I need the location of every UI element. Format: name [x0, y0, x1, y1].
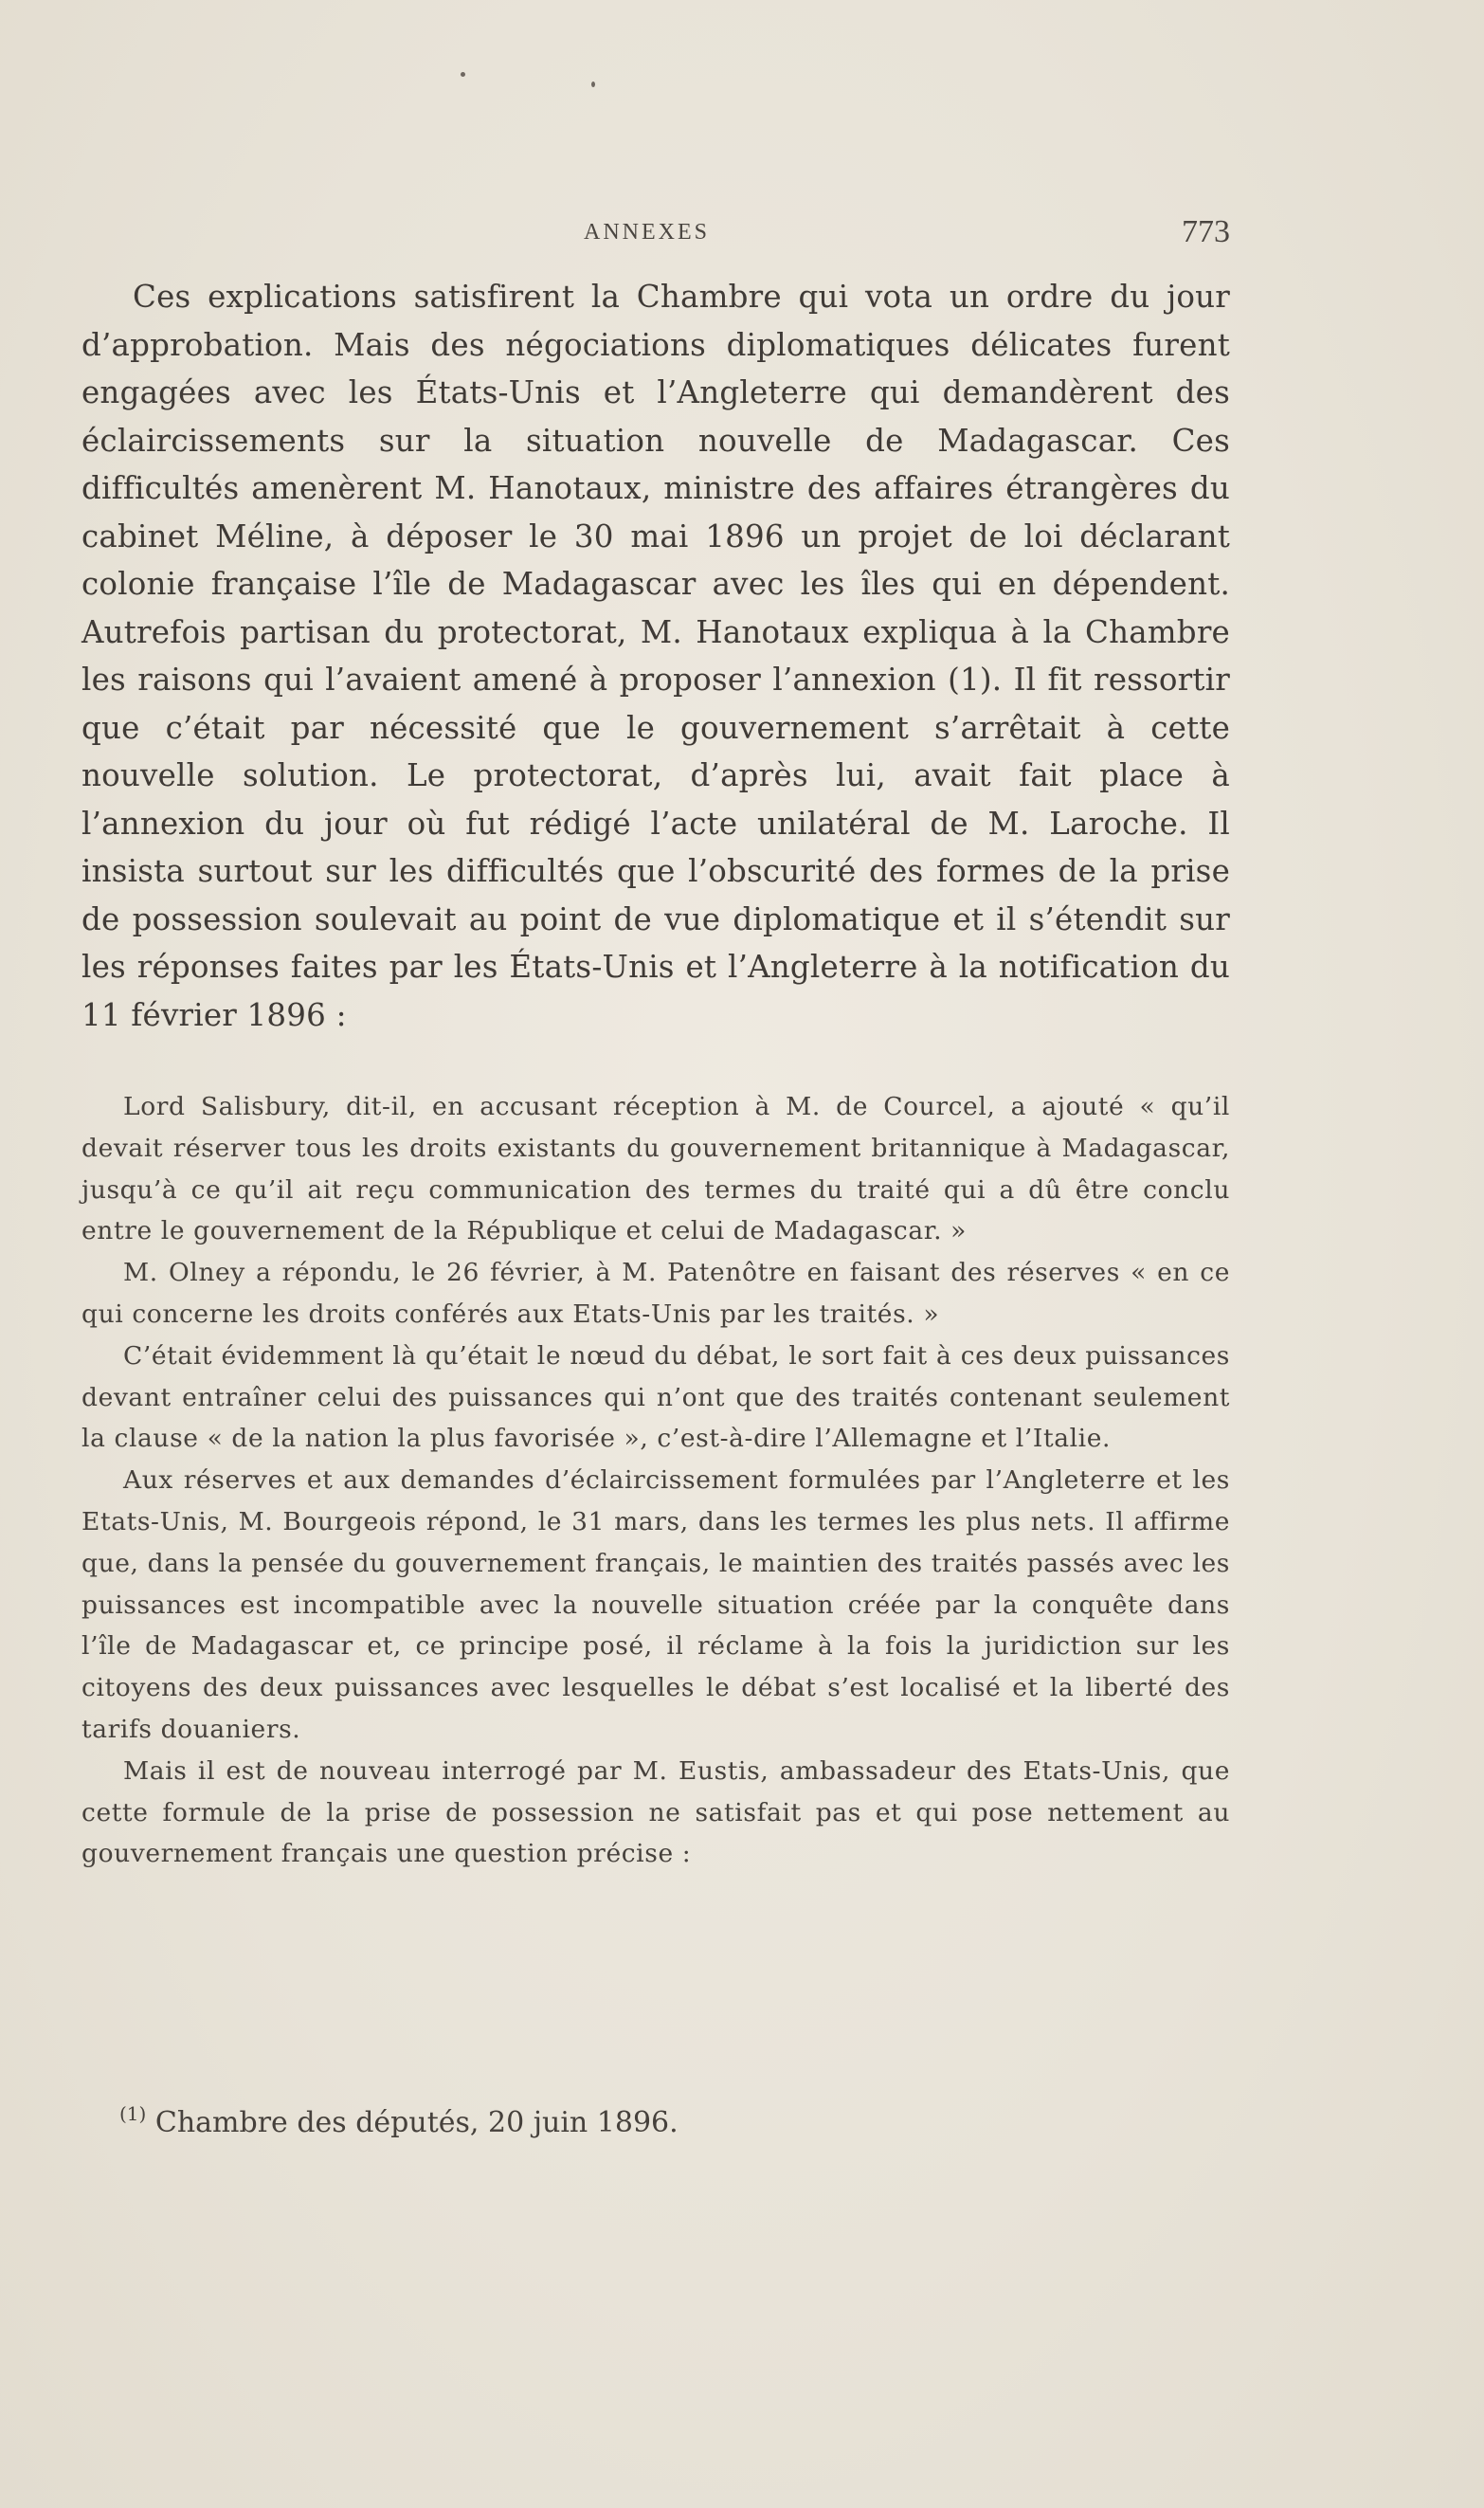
ink-speck — [461, 72, 465, 77]
quote-paragraph: Mais il est de nouveau interrogé par M. Eustis, ambassadeur des Etats-Unis, que cette formule de la prise de possession ne satisfait pas et qui pose nettement au gouvernement français une question précise : — [81, 1755, 1230, 1869]
ink-speck — [591, 82, 595, 87]
quote-paragraph: M. Olney a répondu, le 26 février, à M. Patenôtre en faisant des réserves « en ce qui concerne les droits conférés aux Etats-Unis par les traités. » — [81, 1258, 1230, 1329]
body-text — [81, 273, 1230, 1039]
quote-paragraph: Lord Salisbury, dit-il, en accusant réception à M. de Courcel, a ajouté « qu’il devait réserver tous les droits existants du gouvernement britannique à Madagascar, jusqu’à ce qu’il ait reçu communication des termes du traité qui a dû être conclu entre le gouvernement de la République et celui de Madagascar. » — [81, 1092, 1230, 1246]
page-number: 773 — [1182, 214, 1230, 249]
running-title: ANNEXES — [584, 220, 710, 245]
footnote-marker: (1) — [119, 2102, 147, 2125]
body-paragraph: Ces explications satisfirent la Chambre qui vota un ordre du jour d’approbation. Mais des négociations diplomatiques délicates furent engagées avec les États-Unis et l’Angleterre qui demandèrent des éclaircissements sur la situation nouvelle de Madagascar. Ces difficultés amenèrent M. Hanotaux, ministre des affaires étrangères du cabinet Méline, à déposer le 30 mai 1896 un projet de loi déclarant colonie française l’île de Madagascar avec les îles qui en dépendent. Autrefois partisan du protectorat, M. Hanotaux expliqua à la Chambre les raisons qui l’avaient amené à proposer l’annexion (1). Il fit ressortir que c’était par nécessité que le gouvernement s’arrêtait à cette nouvelle solution. Le protectorat, d’après lui, avait fait place à l’annexion du jour où fut rédigé l’acte unilatéral de M. Laroche. Il insista surtout sur les difficultés que l’obscurité des formes de la prise de possession soulevait au point de vue diplomatique et il s’étendit sur les réponses faites par les États-Unis et l’Angleterre à la notification du 11 février 1896 : — [81, 279, 1230, 1033]
page-header — [81, 214, 1230, 258]
quoted-passage — [81, 1086, 1230, 1875]
quote-paragraph: C’était évidemment là qu’était le nœud du débat, le sort fait à ces deux puissances devant entraîner celui des puissances qui n’ont que des traités contenant seulement la clause « de la nation la plus favorisée », c’est-à-dire l’Allemagne et l’Italie. — [81, 1340, 1230, 1454]
footnote-text: Chambre des députés, 20 juin 1896. — [154, 2106, 679, 2139]
footnote — [119, 2102, 679, 2139]
quote-paragraph: Aux réserves et aux demandes d’éclaircissement formulées par l’Angleterre et les Etats-Unis, M. Bourgeois répond, le 31 mars, dans les termes les plus nets. Il affirme que, dans la pensée du gouvernement français, le maintien des traités passés avec les puissances est incompatible avec la nouvelle situation créée par la conquête dans l’île de Madagascar et, ce principe posé, il réclame à la fois la juridiction sur les citoyens des deux puissances avec lesquelles le débat s’est localisé et la liberté des tarifs douaniers. — [81, 1465, 1230, 1744]
